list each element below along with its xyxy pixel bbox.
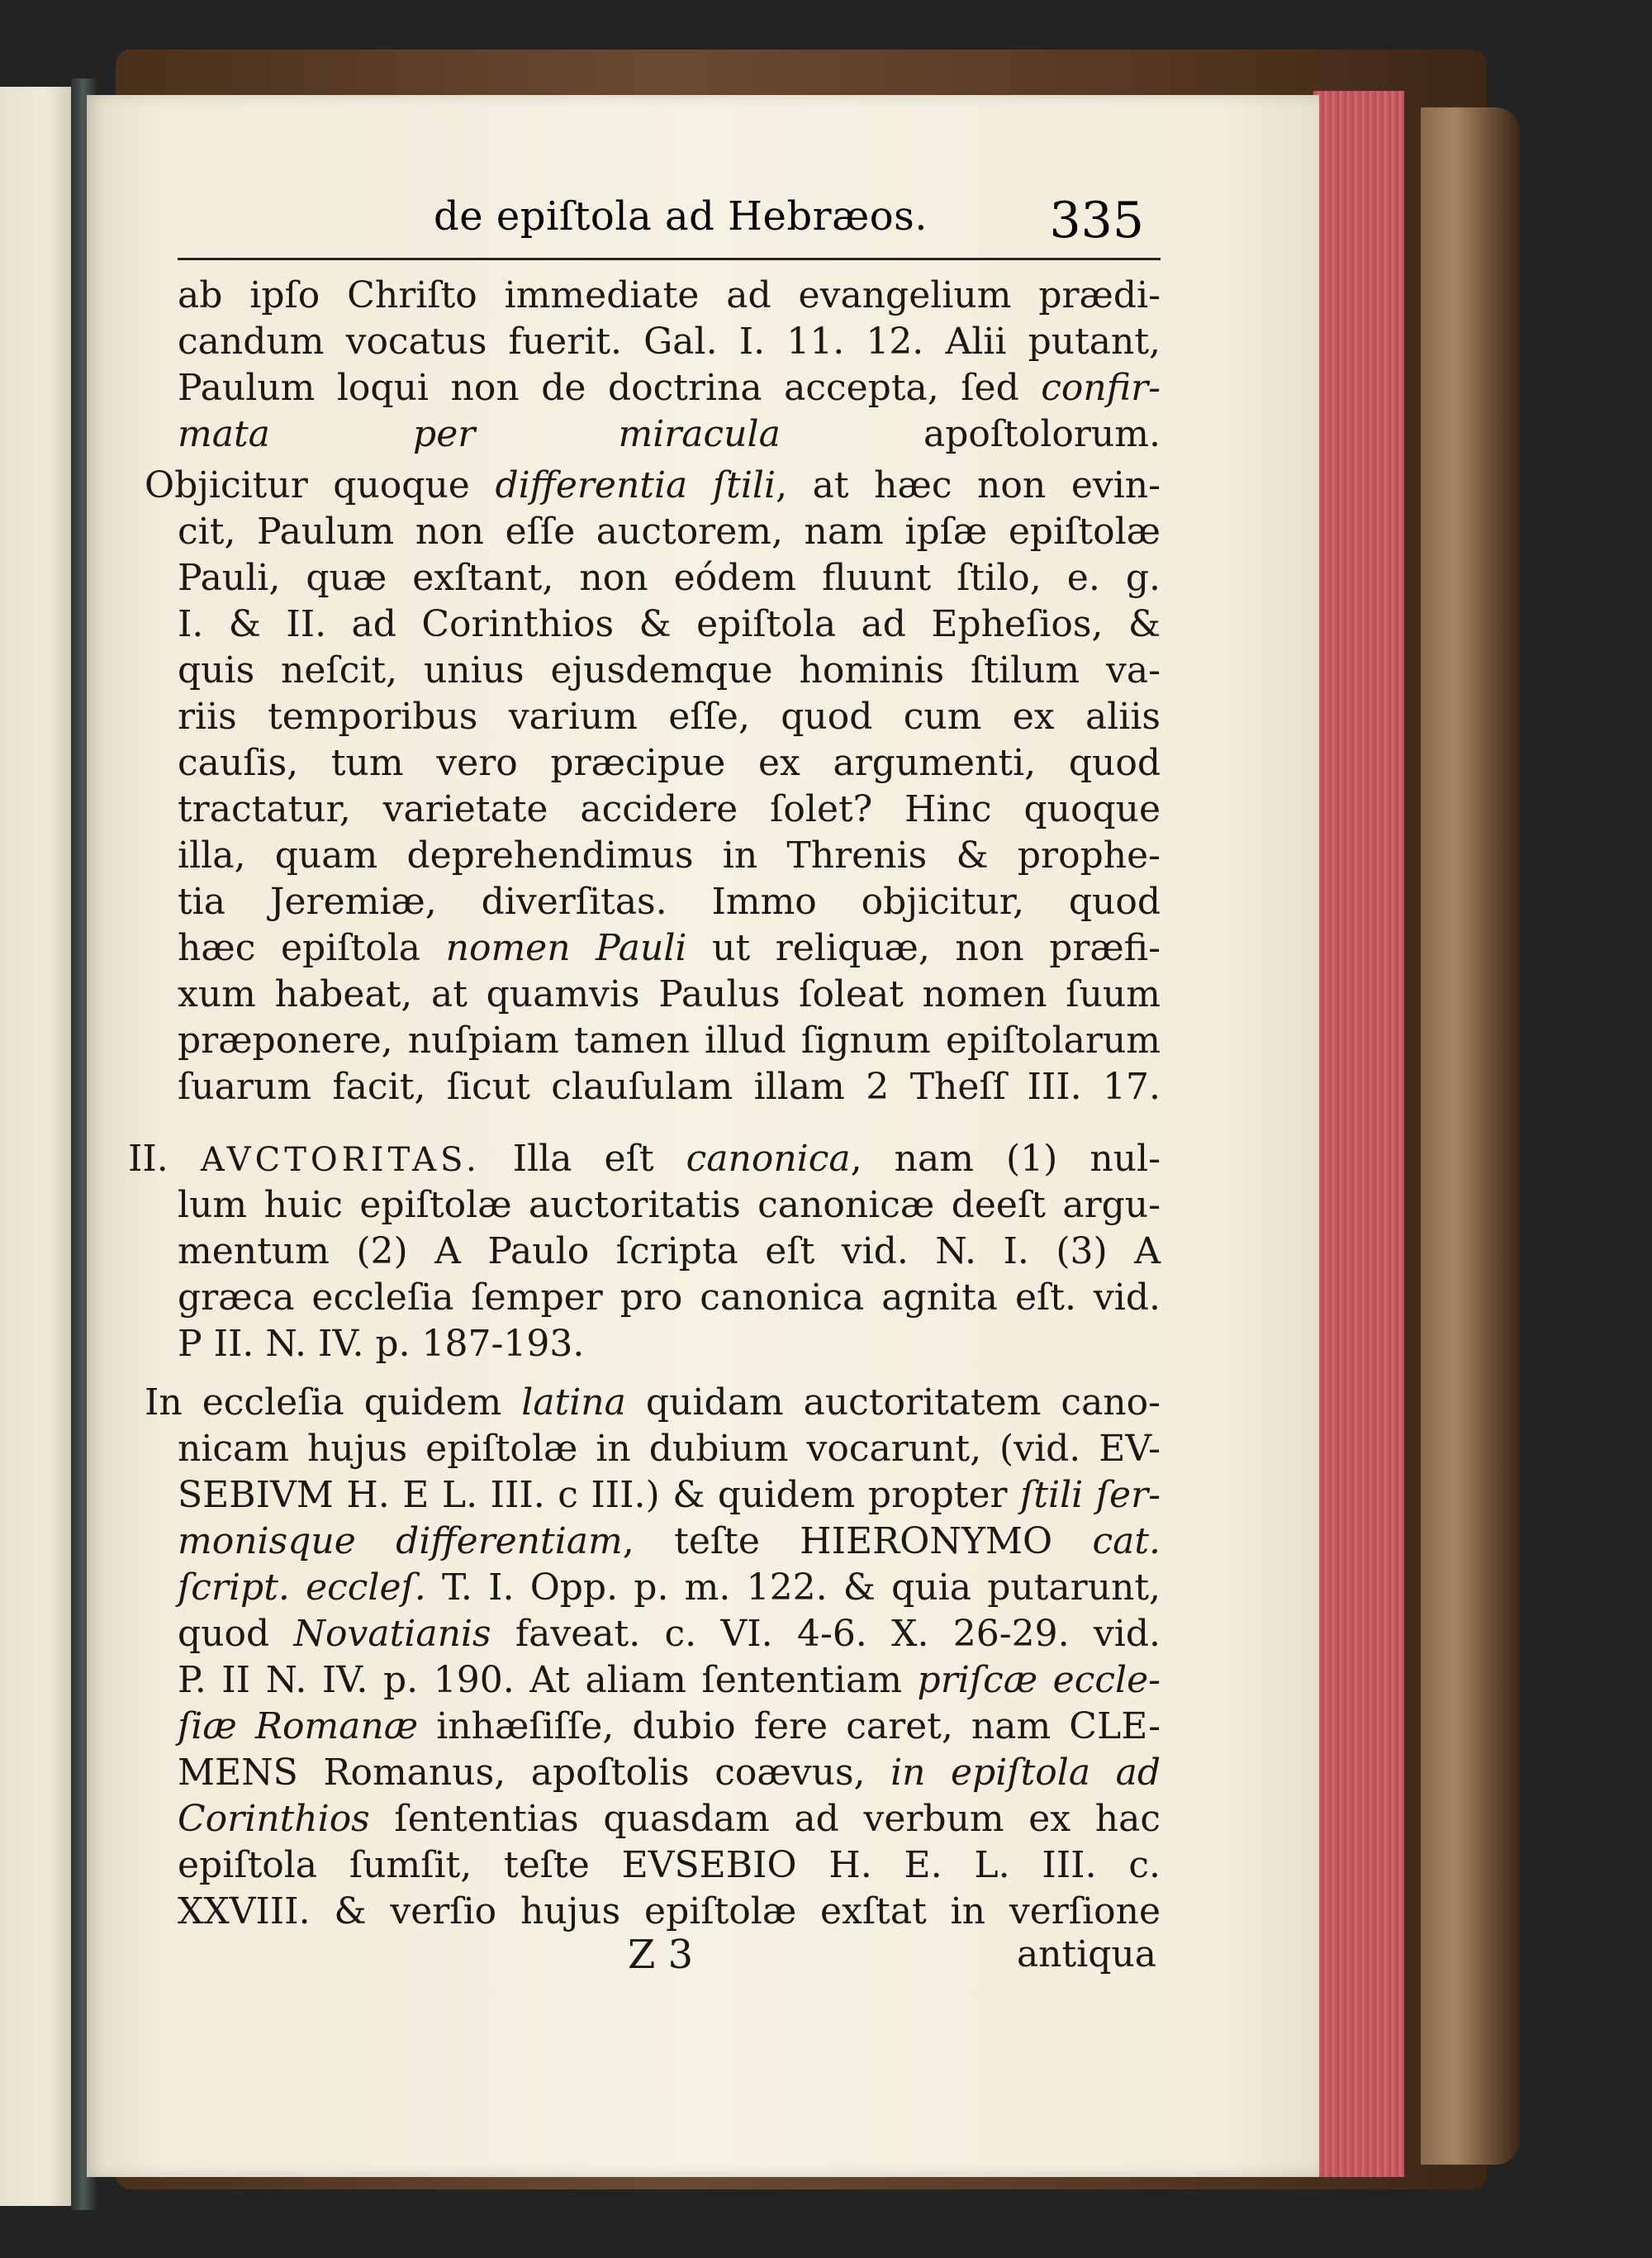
text-segment: canonica — [686, 1138, 851, 1180]
text-segment: , at hæc non evin- — [776, 464, 1161, 506]
text-segment: XXVIII. & verſio hujus epiſtolæ exſtat in verſione — [178, 1890, 1161, 1932]
text-line — [178, 972, 1161, 1018]
text-segment: , nam (1) nul- — [850, 1138, 1161, 1180]
text-line — [178, 509, 1161, 555]
text-segment: Paulum loqui non de doctrina accepta, ſed — [178, 367, 1042, 409]
text-line — [178, 648, 1161, 694]
cover-edge — [1421, 107, 1520, 2165]
text-segment: quidam auctoritatem cano- — [625, 1381, 1161, 1424]
text-line — [145, 463, 1161, 509]
text-line — [178, 365, 1161, 411]
text-segment: tractatur, varietate accidere ſolet? Hinc quoque — [178, 788, 1161, 830]
text-line — [178, 1842, 1161, 1889]
text-segment: ſtili ſer- — [1020, 1474, 1161, 1516]
text-segment: T. I. Opp. p. m. 122. & quia putarunt, — [425, 1566, 1161, 1609]
text-segment: Corinthios — [178, 1798, 370, 1840]
text-segment: ſiæ Romanæ — [178, 1705, 419, 1747]
text-line — [128, 1136, 1161, 1183]
text-line — [178, 1750, 1161, 1796]
text-segment: quis neſcit, unius ejusdemque hominis ſtilum va- — [178, 649, 1161, 692]
text-segment: inhæſiſſe, dubio fere caret, nam CLE- — [418, 1705, 1161, 1747]
text-line — [178, 925, 1161, 972]
text-segment: P. II N. IV. p. 190. At aliam ſententiam — [178, 1659, 918, 1701]
text-segment: apoſtolorum. — [780, 413, 1161, 455]
text-segment: ſententias quasdam ad verbum ex hac — [369, 1798, 1161, 1840]
text-segment: ab ipſo Chriſto immediate ad evangelium prædi- — [178, 274, 1161, 316]
catchword: antiqua — [1016, 1933, 1156, 1975]
text-line — [178, 1611, 1161, 1657]
text-segment: , teſte HIERONYMO — [622, 1520, 1093, 1562]
text-segment: faveat. c. VI. 4-6. X. 26-29. vid. — [491, 1613, 1161, 1655]
text-segment: græca eccleſia ſemper pro canonica agnita eſt. vid. — [178, 1276, 1161, 1319]
text-line — [178, 694, 1161, 740]
text-line — [178, 601, 1161, 648]
red-page-edges — [1313, 91, 1404, 2177]
text-segment: ſuarum facit, ſicut clauſulam illam 2 Theſſ III. 17. — [178, 1066, 1161, 1108]
text-line — [178, 1472, 1161, 1519]
text-segment: ut reliquæ, non præfi- — [686, 927, 1161, 969]
text-segment: mentum (2) A Paulo ſcripta eſt vid. N. I. (3) A — [178, 1230, 1161, 1272]
text-line — [178, 411, 1161, 458]
text-line — [178, 273, 1161, 319]
text-line — [178, 1018, 1161, 1064]
text-line — [178, 1064, 1161, 1110]
text-segment: mata per miracula — [178, 413, 781, 455]
text-segment: Objicitur quoque — [145, 464, 496, 506]
text-segment: cauſis, tum vero præcipue ex argumenti, quod — [178, 742, 1161, 784]
text-segment: I. & II. ad Corinthios & epiſtola ad Epheſios, & — [178, 603, 1161, 645]
text-segment: hæc epiſtola — [178, 927, 446, 969]
text-segment: candum vocatus fuerit. Gal. I. 11. 12. Alii putant, — [178, 321, 1161, 363]
text-line — [178, 319, 1161, 365]
text-line — [178, 833, 1161, 879]
text-line — [178, 740, 1161, 787]
text-line — [145, 1380, 1161, 1426]
text-segment: priſcæ eccle- — [917, 1659, 1161, 1701]
text-line — [178, 1796, 1161, 1842]
text-line — [178, 1229, 1161, 1275]
text-line — [178, 1426, 1161, 1472]
text-segment: riis temporibus varium eſſe, quod cum ex aliis — [178, 696, 1161, 738]
text-segment: Pauli, quæ exſtant, non eódem fluunt ſtilo, e. g. — [178, 557, 1161, 599]
text-line — [178, 879, 1161, 925]
text-line — [178, 787, 1161, 833]
text-line — [178, 1565, 1161, 1611]
text-line — [178, 1704, 1161, 1750]
header-rule — [178, 258, 1161, 260]
text-segment: nicam hujus epiſtolæ in dubium vocarunt, (vid. EV- — [178, 1428, 1161, 1470]
text-segment: In eccleſia quidem — [145, 1381, 522, 1424]
text-segment: xum habeat, at quamvis Paulus ſoleat nomen ſuum — [178, 973, 1161, 1015]
text-segment: quod — [178, 1613, 294, 1655]
text-segment: confir- — [1041, 367, 1161, 409]
text-line — [178, 555, 1161, 601]
text-segment: Novatianis — [293, 1613, 491, 1655]
signature-mark: Z 3 — [628, 1932, 694, 1978]
text-line — [178, 1182, 1161, 1229]
text-line — [178, 1657, 1161, 1704]
text-segment: illa, quam deprehendimus in Threnis & prophe- — [178, 834, 1161, 877]
text-segment: cit, Paulum non eſſe auctorem, nam ipſæ epiſtolæ — [178, 511, 1161, 553]
facing-page-fragment — [0, 87, 78, 2206]
text-segment: nomen Pauli — [445, 927, 687, 969]
text-line — [178, 1275, 1161, 1321]
page-number: 335 — [1049, 192, 1144, 250]
text-segment: ſcript. eccleſ. — [178, 1566, 426, 1609]
running-head — [178, 188, 1161, 248]
text-segment: cat. — [1092, 1520, 1161, 1562]
text-line — [178, 1519, 1161, 1565]
text-segment: in epiſtola ad — [890, 1752, 1161, 1794]
text-segment: latina — [521, 1381, 626, 1424]
text-segment: tia Jeremiæ, diverſitas. Immo objicitur, quod — [178, 881, 1161, 923]
text-segment: præponere, nuſpiam tamen illud ſignum epiſtolarum — [178, 1020, 1161, 1062]
text-line — [178, 1321, 1161, 1367]
text-segment: II. — [128, 1138, 201, 1180]
text-segment: MENS Romanus, apoſtolis coævus, — [178, 1752, 891, 1794]
text-segment: AVCTORITAS. — [200, 1141, 481, 1179]
text-segment: Illa eſt — [480, 1138, 686, 1180]
running-title: de epiſtola ad Hebræos. — [434, 193, 928, 240]
text-segment: monisque differentiam — [178, 1520, 623, 1562]
text-segment: P II. N. IV. p. 187-193. — [178, 1323, 585, 1365]
text-line — [178, 1889, 1161, 1935]
text-segment: epiſtola ſumſit, teſte EVSEBIO H. E. L. III. c. — [178, 1844, 1161, 1886]
text-segment: differentia ſtili — [495, 464, 776, 506]
text-segment: lum huic epiſtolæ auctoritatis canonicæ deeſt argu- — [178, 1184, 1161, 1226]
text-segment: SEBIVM H. E L. III. c III.) & quidem propter — [178, 1474, 1021, 1516]
